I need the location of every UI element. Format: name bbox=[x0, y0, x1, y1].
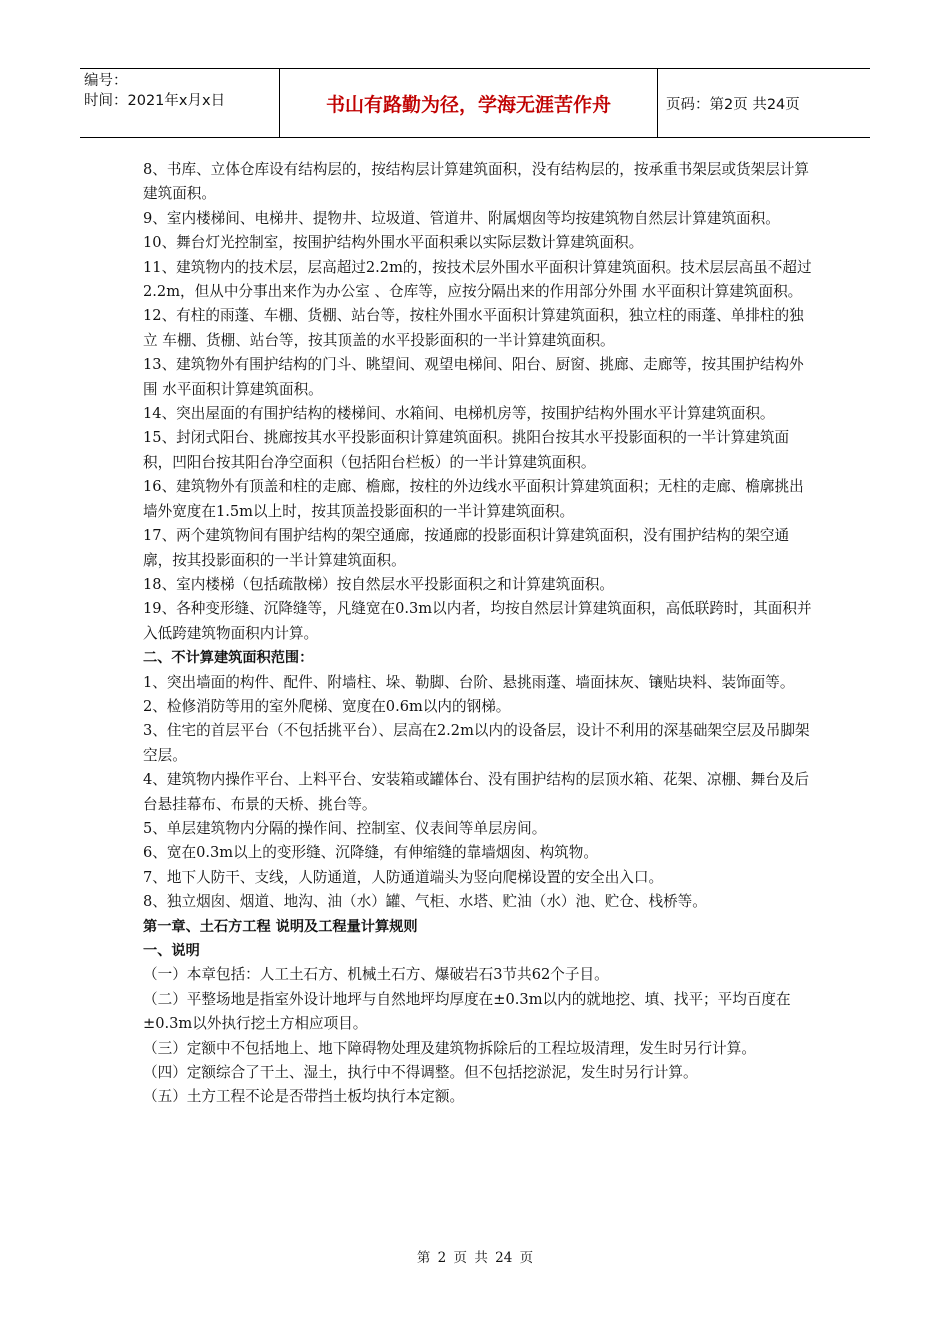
body-paragraph: （二）平整场地是指室外设计地坪与自然地坪均厚度在±0.3m以内的就地挖、填、找平；平均百度在±0.3m以外执行挖土方相应项目。 bbox=[143, 990, 791, 1033]
body-paragraph: 2、检修消防等用的室外爬梯、宽度在0.6m以内的钢梯。 bbox=[143, 697, 511, 715]
body-paragraph: 18、室内楼梯（包括疏散梯）按自然层水平投影面积之和计算建筑面积。 bbox=[143, 575, 614, 593]
body-paragraph: 9、室内楼梯间、电梯井、提物井、垃圾道、管道井、附属烟囱等均按建筑物自然层计算建筑面积。 bbox=[143, 209, 780, 227]
body-paragraph: 16、建筑物外有顶盖和柱的走廊、檐廊，按柱的外边线水平面积计算建筑面积；无柱的走廊、檐廓挑出墙外宽度在1.5m以上时，按其顶盖投影面积的一半计算建筑面积。 bbox=[143, 478, 804, 520]
body-paragraph: 8、独立烟囱、烟道、地沟、油（水）罐、气柜、水塔、贮油（水）池、贮仓、栈桥等。 bbox=[143, 893, 707, 911]
section-heading: 二、不计算建筑面积范围： bbox=[143, 650, 314, 667]
body-paragraph: （一）本章包括：人工土石方、机械土石方、爆破岩石3节共62个子目。 bbox=[143, 966, 609, 984]
page-footer: 第 2 页 共 24 页 bbox=[416, 1250, 534, 1266]
body-paragraph: 7、地下人防干、支线，人防通道，人防通道端头为竖向爬梯设置的安全出入口。 bbox=[143, 868, 664, 886]
section-heading: 第一章、土石方工程 说明及工程量计算规则 bbox=[143, 918, 418, 935]
body-paragraph: 5、单层建筑物内分隔的操作间、控制室、仪表间等单层房间。 bbox=[143, 819, 547, 837]
document-number-label: 编号： bbox=[84, 73, 128, 89]
body-paragraph: 8、书库、立体仓库设有结构层的，按结构层计算建筑面积，没有结构层的，按承重书架层或货架层计算建筑面积。 bbox=[143, 161, 810, 203]
body-paragraph: 6、宽在0.3m以上的变形缝、沉降缝，有伸缩缝的靠墙烟囱、构筑物。 bbox=[143, 844, 598, 862]
body-paragraph: 11、建筑物内的技术层，层高超过2.2m的，按技术层外围水平面积计算建筑面积。技术层层高虽不超过2.2m，但从中分事出来作为办公室 、仓库等，应按分隔出来的作用部分外围 水平面积计算建筑面积。 bbox=[143, 258, 812, 301]
body-paragraph: 1、突出墙面的构件、配件、附墙柱、垛、勒脚、台阶、悬挑雨蓬、墙面抹灰、镶贴块料、装饰面等。 bbox=[143, 673, 795, 691]
document-body bbox=[143, 158, 813, 1110]
section-heading: 一、说明 bbox=[143, 943, 200, 959]
header-page-info: 页码：第2页 共24页 bbox=[666, 96, 800, 113]
body-paragraph: （四）定额综合了干土、湿土，执行中不得调整。但不包括挖淤泥，发生时另行计算。 bbox=[143, 1064, 698, 1082]
body-paragraph: 12、有柱的雨蓬、车棚、货棚、站台等，按柱外围水平面积计算建筑面积，独立柱的雨蓬、单排柱的独立 车棚、货棚、站台等，按其顶盖的水平投影面积的一半计算建筑面积。 bbox=[143, 307, 804, 349]
body-paragraph: 13、建筑物外有围护结构的门斗、眺望间、观望电梯间、阳台、厨窗、挑廊、走廊等，按其围护结构外围 水平面积计算建筑面积。 bbox=[143, 356, 804, 398]
header-meta bbox=[80, 69, 280, 137]
document-date-label: 时间：2021年x月x日 bbox=[84, 93, 226, 109]
body-paragraph: 15、封闭式阳台、挑廊按其水平投影面积计算建筑面积。挑阳台按其水平投影面积的一半计算建筑面积，凹阳台按其阳台净空面积（包括阳台栏板）的一半计算建筑面积。 bbox=[143, 429, 790, 471]
body-paragraph: 4、建筑物内操作平台、上料平台、安装箱或罐体台、没有围护结构的层顶水箱、花架、凉棚、舞台及后台悬挂幕布、布景的天桥、挑台等。 bbox=[143, 771, 810, 813]
body-paragraph: 17、两个建筑物间有围护结构的架空通廊，按通廊的投影面积计算建筑面积，没有围护结构的架空通廓，按其投影面积的一半计算建筑面积。 bbox=[143, 527, 790, 569]
body-paragraph: 10、舞台灯光控制室，按围护结构外围水平面积乘以实际层数计算建筑面积。 bbox=[143, 234, 644, 252]
body-paragraph: 19、各种变形缝、沉降缝等，凡缝宽在0.3m以内者，均按自然层计算建筑面积，高低联跨时，其面积并入低跨建筑物面积内计算。 bbox=[143, 600, 812, 642]
header-motto: 书山有路勤为径，学海无涯苦作舟 bbox=[280, 69, 658, 137]
body-paragraph: 14、突出屋面的有围护结构的楼梯间、水箱间、电梯机房等，按围护结构外围水平计算建筑面积。 bbox=[143, 405, 775, 423]
body-paragraph: （五）土方工程不论是否带挡土板均执行本定额。 bbox=[143, 1088, 465, 1106]
body-paragraph: 3、住宅的首层平台（不包括挑平台）、层高在2.2m以内的设备层，设计不利用的深基础架空层及吊脚架空层。 bbox=[143, 722, 810, 764]
page-header bbox=[80, 68, 870, 138]
body-paragraph: （三）定额中不包括地上、地下障碍物处理及建筑物拆除后的工程垃圾清理，发生时另行计算。 bbox=[143, 1039, 756, 1057]
